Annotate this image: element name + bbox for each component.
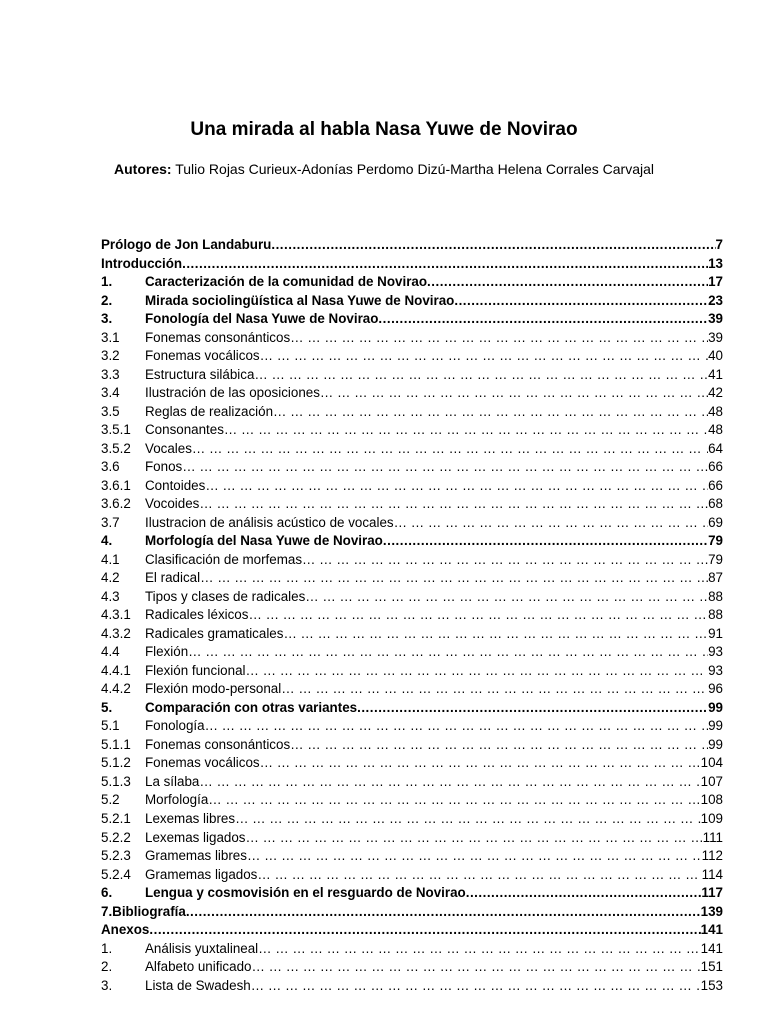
toc-entry-number: 3.6.2 bbox=[101, 496, 131, 512]
toc-leader-dots bbox=[320, 384, 708, 403]
toc-leader-dots bbox=[208, 791, 700, 810]
toc-entry-title: Flexión funcional bbox=[145, 662, 246, 678]
toc-entry-number: 4.4 bbox=[101, 644, 120, 660]
toc-entry-title: Comparación con otras variantes bbox=[145, 699, 358, 715]
toc-leader-dots bbox=[205, 717, 709, 736]
toc-entry bbox=[101, 791, 723, 810]
toc-entry-number: 5.1 bbox=[101, 718, 120, 734]
toc-entry-page: 7 bbox=[715, 237, 723, 252]
toc-entry-title: Gramemas ligados bbox=[145, 866, 258, 882]
toc-entry-title: Anexos bbox=[101, 922, 150, 938]
toc-entry bbox=[101, 810, 723, 829]
toc-entry bbox=[101, 921, 723, 940]
toc-leader-dots bbox=[224, 421, 708, 440]
toc-leader-dots bbox=[394, 514, 708, 533]
toc-entry bbox=[101, 736, 723, 755]
toc-entry bbox=[101, 514, 723, 533]
toc-entry-title: Flexión bbox=[145, 644, 189, 660]
toc-leader-dots bbox=[200, 569, 708, 588]
toc-leader-dots bbox=[257, 866, 701, 885]
toc-entry-number: 3.5.1 bbox=[101, 422, 131, 438]
toc-entry-title: Tipos y clases de radicales bbox=[145, 588, 306, 604]
toc-entry-number: 4.3.2 bbox=[101, 625, 131, 641]
toc-leader-dots bbox=[378, 310, 708, 329]
toc-entry bbox=[101, 754, 723, 773]
toc-entry bbox=[101, 884, 723, 903]
toc-entry-title: Fonología bbox=[145, 718, 205, 734]
authors-names: Tulio Rojas Curieux-Adonías Perdomo Dizú-Martha Helena Corrales Carvajal bbox=[175, 161, 654, 177]
toc-entry-title: Gramemas libres bbox=[145, 848, 247, 864]
toc-entry bbox=[101, 255, 723, 274]
toc-entry-page: 91 bbox=[708, 625, 723, 641]
toc-entry bbox=[101, 588, 723, 607]
toc-entry-title: Lengua y cosmovisión en el resguardo de Novirao bbox=[145, 885, 466, 901]
toc-entry bbox=[101, 569, 723, 588]
toc-entry-page: 48 bbox=[708, 422, 723, 438]
toc-entry-title: Radicales léxicos bbox=[145, 607, 249, 623]
toc-entry bbox=[101, 384, 723, 403]
toc-entry-page: 79 bbox=[708, 533, 723, 549]
toc-entry-title: Análisis yuxtalineal bbox=[145, 940, 259, 956]
toc-entry-title: Morfología bbox=[145, 792, 209, 808]
toc-entry-title: Reglas de realización bbox=[145, 403, 274, 419]
toc-leader-dots bbox=[246, 662, 709, 681]
toc-entry-page: 117 bbox=[701, 885, 723, 901]
toc-entry bbox=[101, 292, 723, 311]
toc-entry bbox=[101, 347, 723, 366]
toc-entry-page: 88 bbox=[708, 607, 723, 623]
toc-entry bbox=[101, 606, 723, 625]
toc-entry-title: Estructura silábica bbox=[145, 366, 255, 382]
toc-leader-dots bbox=[248, 606, 708, 625]
toc-entry-number: 5.2 bbox=[101, 792, 120, 808]
toc-entry-title: Fonemas vocálicos bbox=[145, 755, 260, 771]
toc-entry-number: 4.3 bbox=[101, 588, 120, 604]
toc-leader-dots bbox=[247, 847, 702, 866]
toc-entry bbox=[101, 625, 723, 644]
toc-leader-dots bbox=[149, 921, 700, 940]
toc-entry bbox=[101, 866, 723, 885]
toc-entry bbox=[101, 329, 723, 348]
toc-entry-page: 13 bbox=[708, 255, 723, 271]
toc-entry-page: 93 bbox=[708, 662, 723, 678]
toc-entry-number: 5.2.1 bbox=[101, 810, 131, 826]
toc-entry bbox=[101, 440, 723, 459]
toc-entry-title: Contoides bbox=[145, 477, 206, 493]
toc-entry-number: 4.2 bbox=[101, 570, 120, 586]
toc-entry bbox=[101, 699, 723, 718]
toc-entry-number: 4.1 bbox=[101, 551, 120, 567]
toc-entry-number: 3. bbox=[101, 977, 113, 993]
toc-entry-page: 39 bbox=[708, 329, 723, 345]
toc-entry-page: 69 bbox=[708, 514, 723, 530]
toc-leader-dots bbox=[260, 754, 701, 773]
toc-entry bbox=[101, 903, 723, 922]
toc-entry-number: 1. bbox=[101, 274, 113, 290]
toc-entry-number: 3.6 bbox=[101, 459, 120, 475]
toc-entry bbox=[101, 236, 723, 255]
toc-entry bbox=[101, 458, 723, 477]
toc-leader-dots bbox=[192, 440, 708, 459]
toc-entry bbox=[101, 773, 723, 792]
toc-leader-dots bbox=[302, 551, 708, 570]
toc-entry-page: 99 bbox=[708, 718, 723, 734]
toc-entry-page: 107 bbox=[700, 773, 723, 789]
toc-entry bbox=[101, 958, 723, 977]
toc-entry-title: Clasificación de morfemas bbox=[145, 551, 303, 567]
toc-entry-page: 141 bbox=[700, 922, 723, 938]
toc-entry bbox=[101, 403, 723, 422]
toc-entry-title: 7.Bibliografía bbox=[101, 903, 186, 919]
toc-entry bbox=[101, 829, 723, 848]
toc-entry-page: 66 bbox=[708, 459, 723, 475]
toc-leader-dots bbox=[290, 736, 708, 755]
toc-entry-number: 4.3.1 bbox=[101, 607, 131, 623]
toc-leader-dots bbox=[199, 773, 700, 792]
toc-entry-title: Lexemas ligados bbox=[145, 829, 246, 845]
toc-leader-dots bbox=[273, 403, 708, 422]
toc-leader-dots bbox=[281, 680, 708, 699]
toc-leader-dots bbox=[188, 643, 708, 662]
toc-entry-page: 41 bbox=[708, 366, 723, 382]
toc-entry-page: 104 bbox=[700, 755, 723, 771]
toc-entry-title: Lexemas libres bbox=[145, 810, 236, 826]
toc-entry-page: 111 bbox=[702, 829, 723, 845]
toc-entry-title: Fonología del Nasa Yuwe de Novirao bbox=[145, 311, 379, 327]
toc-entry-title: Ilustracion de análisis acústico de vocales bbox=[145, 514, 394, 530]
toc-entry-title: Flexión modo-personal bbox=[145, 681, 282, 697]
toc-leader-dots bbox=[466, 884, 702, 903]
toc-entry-number: 4. bbox=[101, 533, 113, 549]
toc-entry-number: 3.2 bbox=[101, 348, 120, 364]
toc-leader-dots bbox=[182, 255, 708, 274]
toc-entry-title: Introducción bbox=[101, 255, 183, 271]
table-of-contents bbox=[101, 236, 723, 995]
toc-entry-title: Fonos bbox=[145, 459, 183, 475]
toc-entry-page: 66 bbox=[708, 477, 723, 493]
toc-entry-number: 6. bbox=[101, 885, 113, 901]
toc-entry-page: 108 bbox=[700, 792, 723, 808]
toc-entry-title: Vocales bbox=[145, 440, 192, 456]
toc-entry-page: 99 bbox=[708, 699, 723, 715]
toc-entry-title: Fonemas consonánticos bbox=[145, 736, 291, 752]
toc-leader-dots bbox=[454, 292, 708, 311]
toc-entry-title: Fonemas vocálicos bbox=[145, 348, 260, 364]
toc-entry bbox=[101, 477, 723, 496]
toc-leader-dots bbox=[357, 699, 708, 718]
toc-entry-title: La sílaba bbox=[145, 773, 200, 789]
toc-entry-title: Alfabeto unificado bbox=[145, 959, 252, 975]
authors-line bbox=[0, 161, 768, 177]
toc-entry-page: 88 bbox=[708, 588, 723, 604]
toc-entry bbox=[101, 273, 723, 292]
toc-leader-dots bbox=[290, 329, 708, 348]
toc-entry-page: 68 bbox=[708, 496, 723, 512]
toc-entry-page: 139 bbox=[700, 903, 723, 919]
toc-entry-page: 151 bbox=[700, 959, 723, 975]
toc-entry-page: 17 bbox=[708, 274, 723, 290]
toc-entry-page: 64 bbox=[708, 440, 723, 456]
toc-entry bbox=[101, 662, 723, 681]
toc-entry-page: 39 bbox=[708, 311, 723, 327]
toc-entry-page: 42 bbox=[708, 385, 723, 401]
toc-entry bbox=[101, 717, 723, 736]
toc-entry bbox=[101, 310, 723, 329]
toc-leader-dots bbox=[251, 977, 701, 996]
toc-leader-dots bbox=[199, 495, 708, 514]
toc-entry bbox=[101, 495, 723, 514]
toc-entry-page: 112 bbox=[701, 848, 723, 864]
toc-leader-dots bbox=[186, 903, 701, 922]
toc-entry-title: Radicales gramaticales bbox=[145, 625, 284, 641]
toc-entry-number: 3.5.2 bbox=[101, 440, 131, 456]
toc-entry bbox=[101, 366, 723, 385]
toc-entry-title: Mirada sociolingüística al Nasa Yuwe de Novirao bbox=[145, 292, 455, 308]
toc-entry-page: 99 bbox=[708, 736, 723, 752]
toc-entry-number: 5. bbox=[101, 699, 113, 715]
toc-entry-number: 5.2.2 bbox=[101, 829, 131, 845]
toc-entry-number: 2. bbox=[101, 292, 113, 308]
toc-entry-page: 40 bbox=[708, 348, 723, 364]
toc-entry-number: 3.4 bbox=[101, 385, 120, 401]
toc-entry bbox=[101, 532, 723, 551]
toc-entry-title: Fonemas consonánticos bbox=[145, 329, 291, 345]
toc-entry-number: 5.1.1 bbox=[101, 736, 131, 752]
toc-entry-title: Caracterización de la comunidad de Novirao bbox=[145, 274, 428, 290]
toc-entry-page: 93 bbox=[708, 644, 723, 660]
toc-entry-title: Vocoides bbox=[145, 496, 200, 512]
toc-leader-dots bbox=[427, 273, 708, 292]
toc-entry-page: 79 bbox=[708, 551, 723, 567]
toc-entry-page: 48 bbox=[708, 403, 723, 419]
toc-entry-number: 5.2.3 bbox=[101, 848, 131, 864]
toc-entry-title: El radical bbox=[145, 570, 201, 586]
toc-entry bbox=[101, 421, 723, 440]
toc-leader-dots bbox=[383, 532, 708, 551]
toc-leader-dots bbox=[283, 625, 708, 644]
toc-entry-number: 1. bbox=[101, 940, 113, 956]
toc-entry-number: 2. bbox=[101, 959, 113, 975]
toc-entry-number: 5.1.3 bbox=[101, 773, 131, 789]
toc-entry-title: Lista de Swadesh bbox=[145, 977, 251, 993]
toc-entry-page: 153 bbox=[700, 977, 723, 993]
toc-entry bbox=[101, 847, 723, 866]
toc-leader-dots bbox=[260, 347, 708, 366]
toc-entry-page: 96 bbox=[708, 681, 723, 697]
toc-entry-number: 4.4.2 bbox=[101, 681, 131, 697]
toc-leader-dots bbox=[258, 940, 701, 959]
toc-entry-title: Ilustración de las oposiciones bbox=[145, 385, 320, 401]
toc-entry bbox=[101, 940, 723, 959]
toc-entry-number: 4.4.1 bbox=[101, 662, 131, 678]
toc-entry bbox=[101, 643, 723, 662]
toc-entry-page: 23 bbox=[708, 292, 723, 308]
toc-entry-page: 87 bbox=[708, 570, 723, 586]
toc-entry bbox=[101, 977, 723, 996]
toc-entry-title: Prólogo de Jon Landaburu bbox=[101, 237, 272, 252]
toc-entry-page: 114 bbox=[701, 866, 723, 882]
toc-entry-number: 3.1 bbox=[101, 329, 120, 345]
toc-entry-number: 3. bbox=[101, 311, 113, 327]
toc-leader-dots bbox=[254, 366, 708, 385]
toc-entry-title: Consonantes bbox=[145, 422, 224, 438]
authors-label: Autores: bbox=[114, 161, 172, 177]
toc-leader-dots bbox=[305, 588, 708, 607]
toc-entry-number: 5.1.2 bbox=[101, 755, 131, 771]
toc-entry bbox=[101, 680, 723, 699]
toc-leader-dots bbox=[182, 458, 708, 477]
toc-leader-dots bbox=[235, 810, 701, 829]
toc-entry-title: Morfología del Nasa Yuwe de Novirao bbox=[145, 533, 383, 549]
toc-entry-number: 3.3 bbox=[101, 366, 120, 382]
toc-entry-number: 5.2.4 bbox=[101, 866, 131, 882]
document-title: Una mirada al habla Nasa Yuwe de Novirao bbox=[190, 119, 578, 140]
toc-leader-dots bbox=[271, 236, 715, 255]
toc-entry-number: 3.6.1 bbox=[101, 477, 131, 493]
toc-leader-dots bbox=[251, 958, 700, 977]
toc-entry bbox=[101, 551, 723, 570]
toc-entry-page: 109 bbox=[700, 810, 723, 826]
toc-entry-number: 3.5 bbox=[101, 403, 120, 419]
toc-entry-number: 3.7 bbox=[101, 514, 120, 530]
toc-leader-dots bbox=[246, 829, 703, 848]
toc-leader-dots bbox=[205, 477, 708, 496]
toc-entry-page: 141 bbox=[700, 940, 723, 956]
